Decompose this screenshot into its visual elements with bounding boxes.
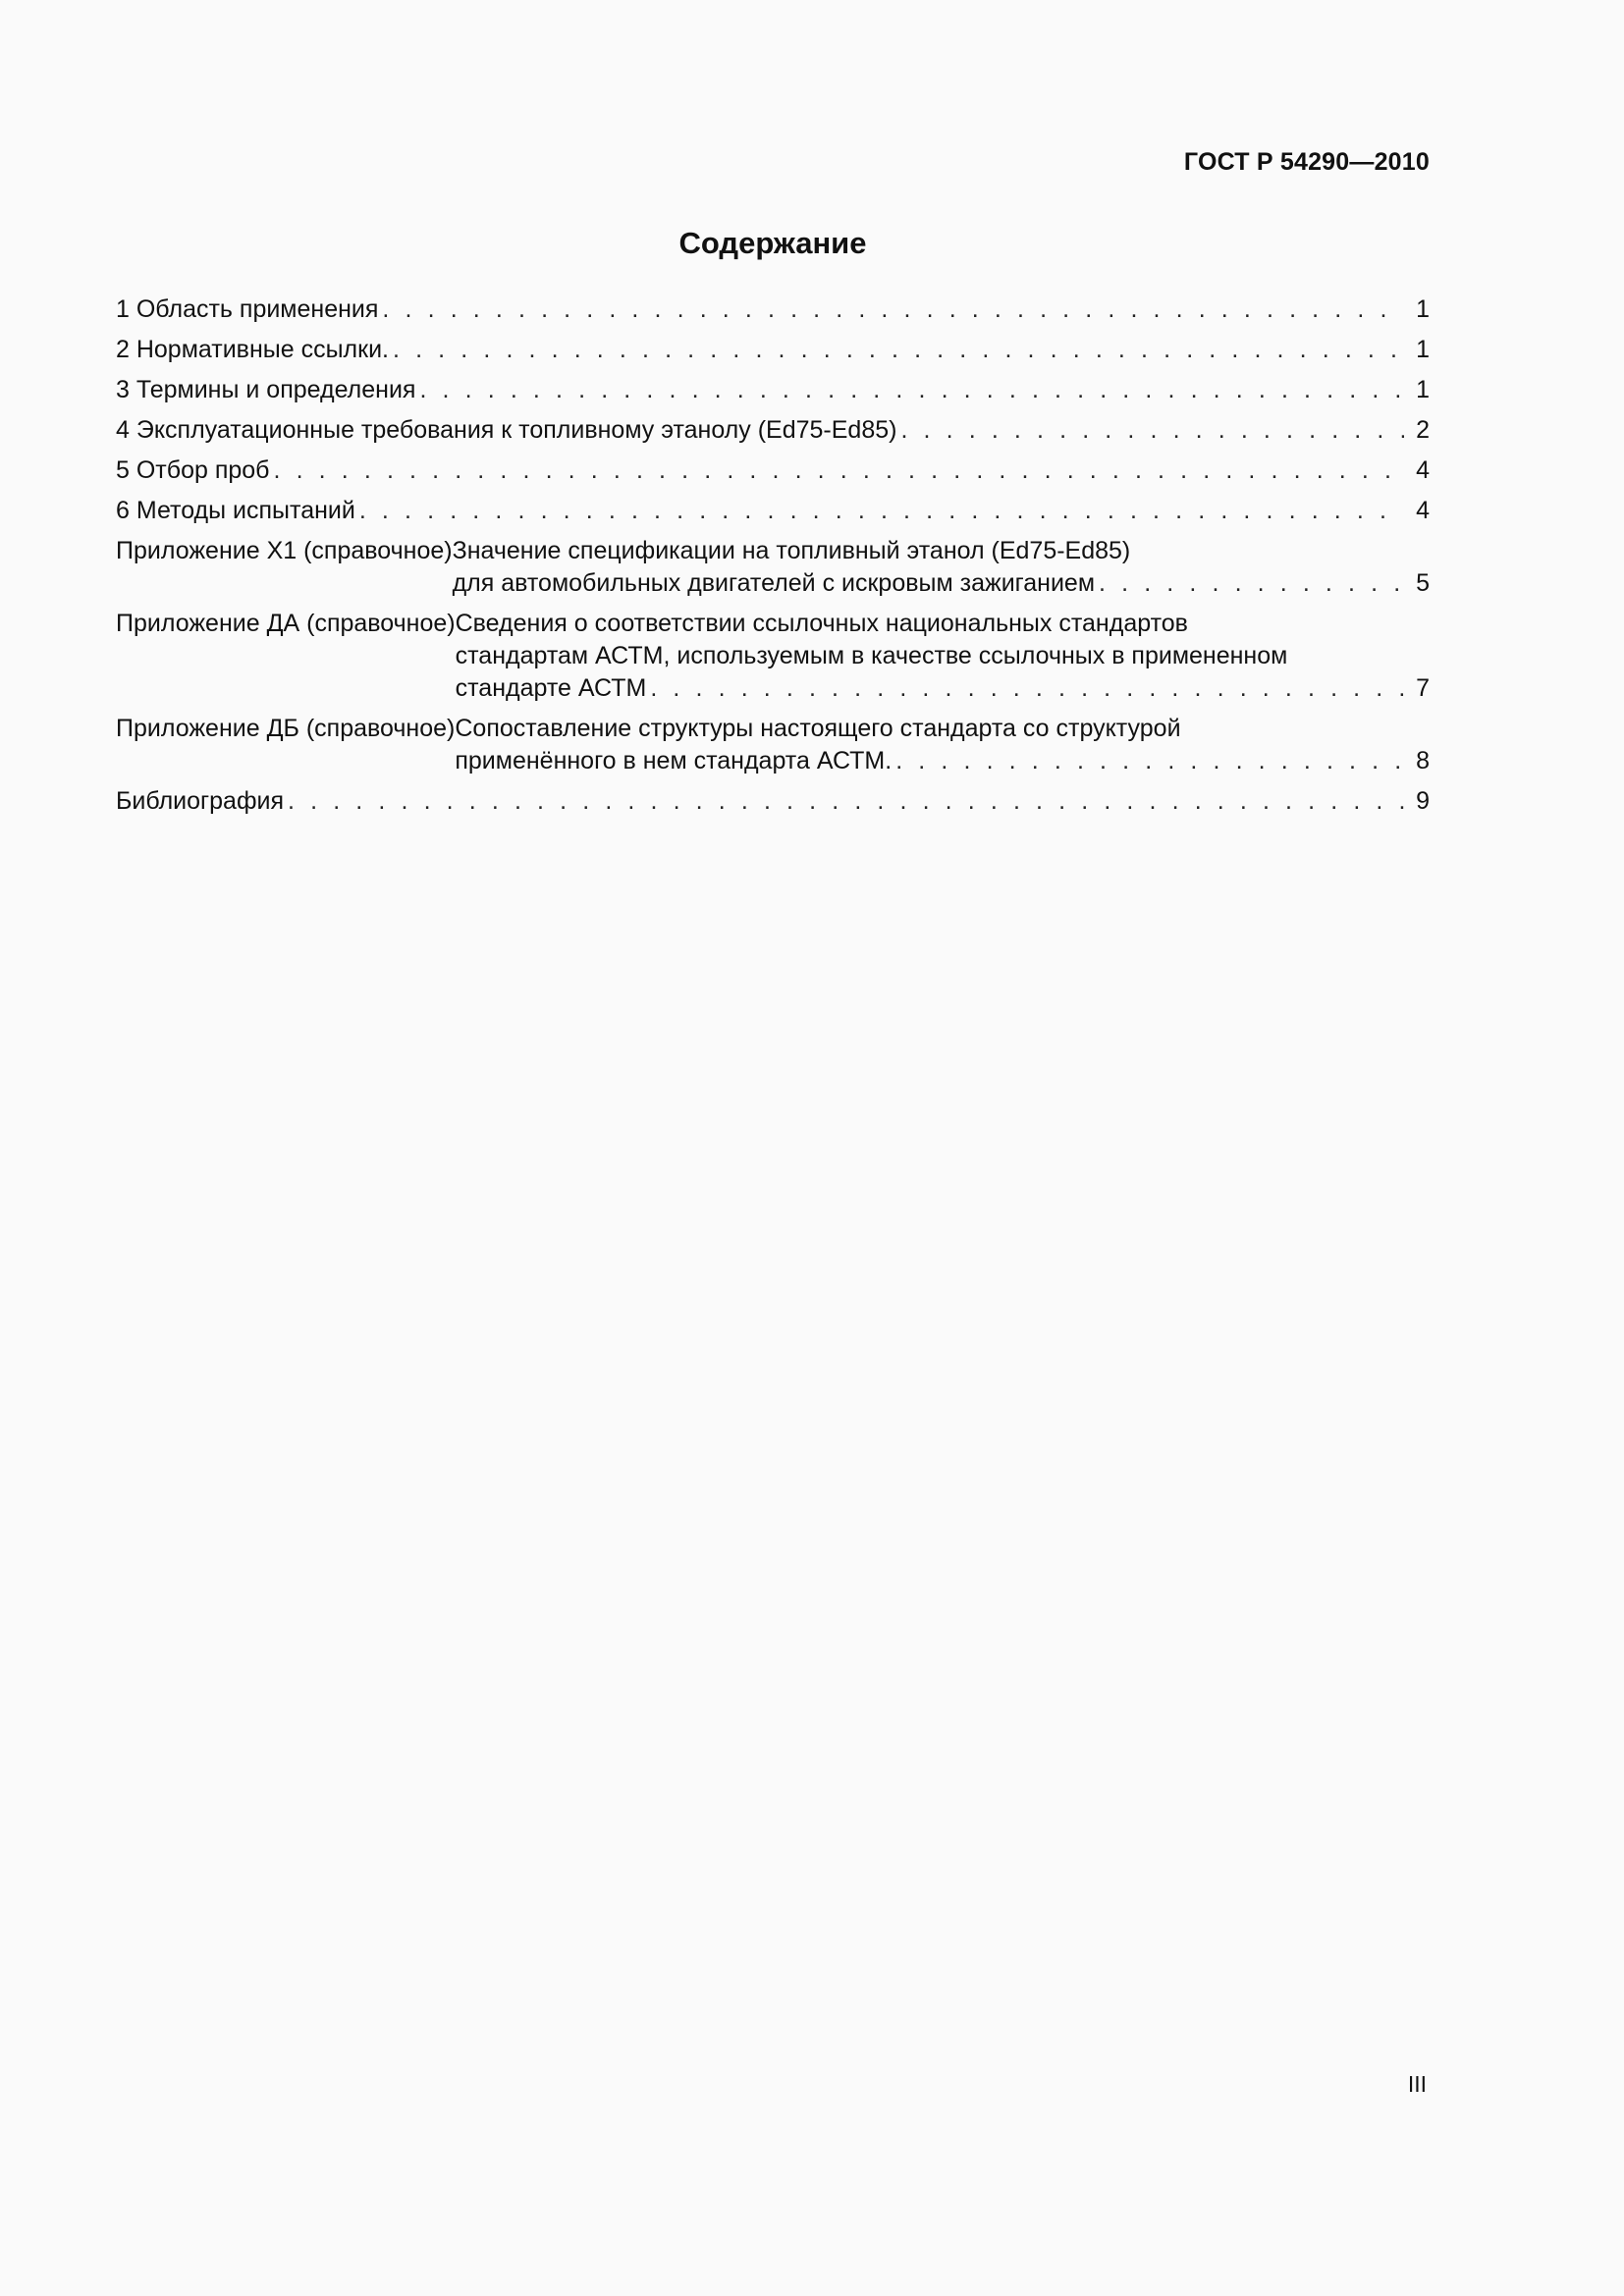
toc-entry-appendix-x1[interactable]: [116, 535, 1430, 608]
toc-entry-page: 5: [1416, 569, 1430, 597]
toc-entry-page: 1: [1416, 336, 1430, 363]
toc-title: Содержание: [678, 226, 867, 260]
appendix-label: Приложение Х1 (справочное): [116, 537, 453, 564]
appendix-title-line: стандартам АСТМ, используемым в качестве ссылочных в примененном: [455, 642, 1288, 669]
toc-entry-requirements[interactable]: [116, 414, 1430, 454]
toc-entry-text: 1 Область применения: [116, 295, 379, 323]
appendix-label: Приложение ДА (справочное): [116, 610, 456, 637]
toc-entry-page: 1: [1416, 376, 1430, 403]
appendix-label: Приложение ДБ (справочное): [116, 715, 456, 742]
appendix-title-line: Сопоставление структуры настоящего стандарта со структурой: [455, 715, 1181, 742]
toc-entry-text: Библиография: [116, 787, 285, 815]
toc-entry-text: 2 Нормативные ссылки.: [116, 336, 389, 363]
toc-entry-text: 4 Эксплуатационные требования к топливному этанолу (Ed75-Ed85): [116, 416, 897, 444]
toc-entry-bibliography[interactable]: [116, 785, 1430, 826]
toc-entry-test-methods[interactable]: [116, 495, 1430, 535]
appendix-title-line: Сведения о соответствии ссылочных национальных стандартов: [455, 610, 1188, 637]
toc-entry-terms[interactable]: [116, 374, 1430, 414]
toc-entry-text: 6 Методы испытаний: [116, 497, 355, 524]
toc-entry-sampling[interactable]: [116, 454, 1430, 495]
toc-entry-text: 5 Отбор проб: [116, 456, 270, 484]
dot-leader: [900, 414, 1404, 447]
appendix-title-line: для автомобильных двигателей с искровым зажиганием: [452, 569, 1096, 597]
dot-leader: [382, 294, 1404, 326]
table-of-contents: [116, 294, 1430, 826]
toc-entry-page: 7: [1416, 674, 1430, 702]
appendix-title-line: Значение спецификации на топливный этанол (Ed75-Ed85): [452, 537, 1131, 564]
dot-leader: [895, 745, 1404, 777]
document-code: ГОСТ Р 54290—2010: [1183, 148, 1430, 176]
toc-entry-page: 9: [1416, 787, 1430, 815]
dot-leader: [273, 454, 1404, 487]
dot-leader: [288, 785, 1404, 818]
page-number: III: [1407, 2071, 1427, 2097]
dot-leader: [1099, 567, 1404, 600]
appendix-title-line: стандарте АСТМ: [455, 674, 647, 702]
toc-entry-page: 1: [1416, 295, 1430, 323]
dot-leader: [650, 672, 1404, 705]
toc-entry-normative-references[interactable]: [116, 334, 1430, 374]
toc-entry-appendix-da[interactable]: [116, 608, 1430, 713]
appendix-title-line: применённого в нем стандарта АСТМ.: [455, 747, 893, 774]
toc-entry-page: 8: [1416, 747, 1430, 774]
toc-entry-scope[interactable]: [116, 294, 1430, 334]
toc-entry-page: 4: [1416, 456, 1430, 484]
toc-entry-page: 2: [1416, 416, 1430, 444]
toc-entry-text: 3 Термины и определения: [116, 376, 416, 403]
dot-leader: [393, 334, 1404, 366]
dot-leader: [419, 374, 1404, 406]
toc-entry-appendix-db[interactable]: [116, 713, 1430, 785]
dot-leader: [359, 495, 1404, 527]
toc-entry-page: 4: [1416, 497, 1430, 524]
